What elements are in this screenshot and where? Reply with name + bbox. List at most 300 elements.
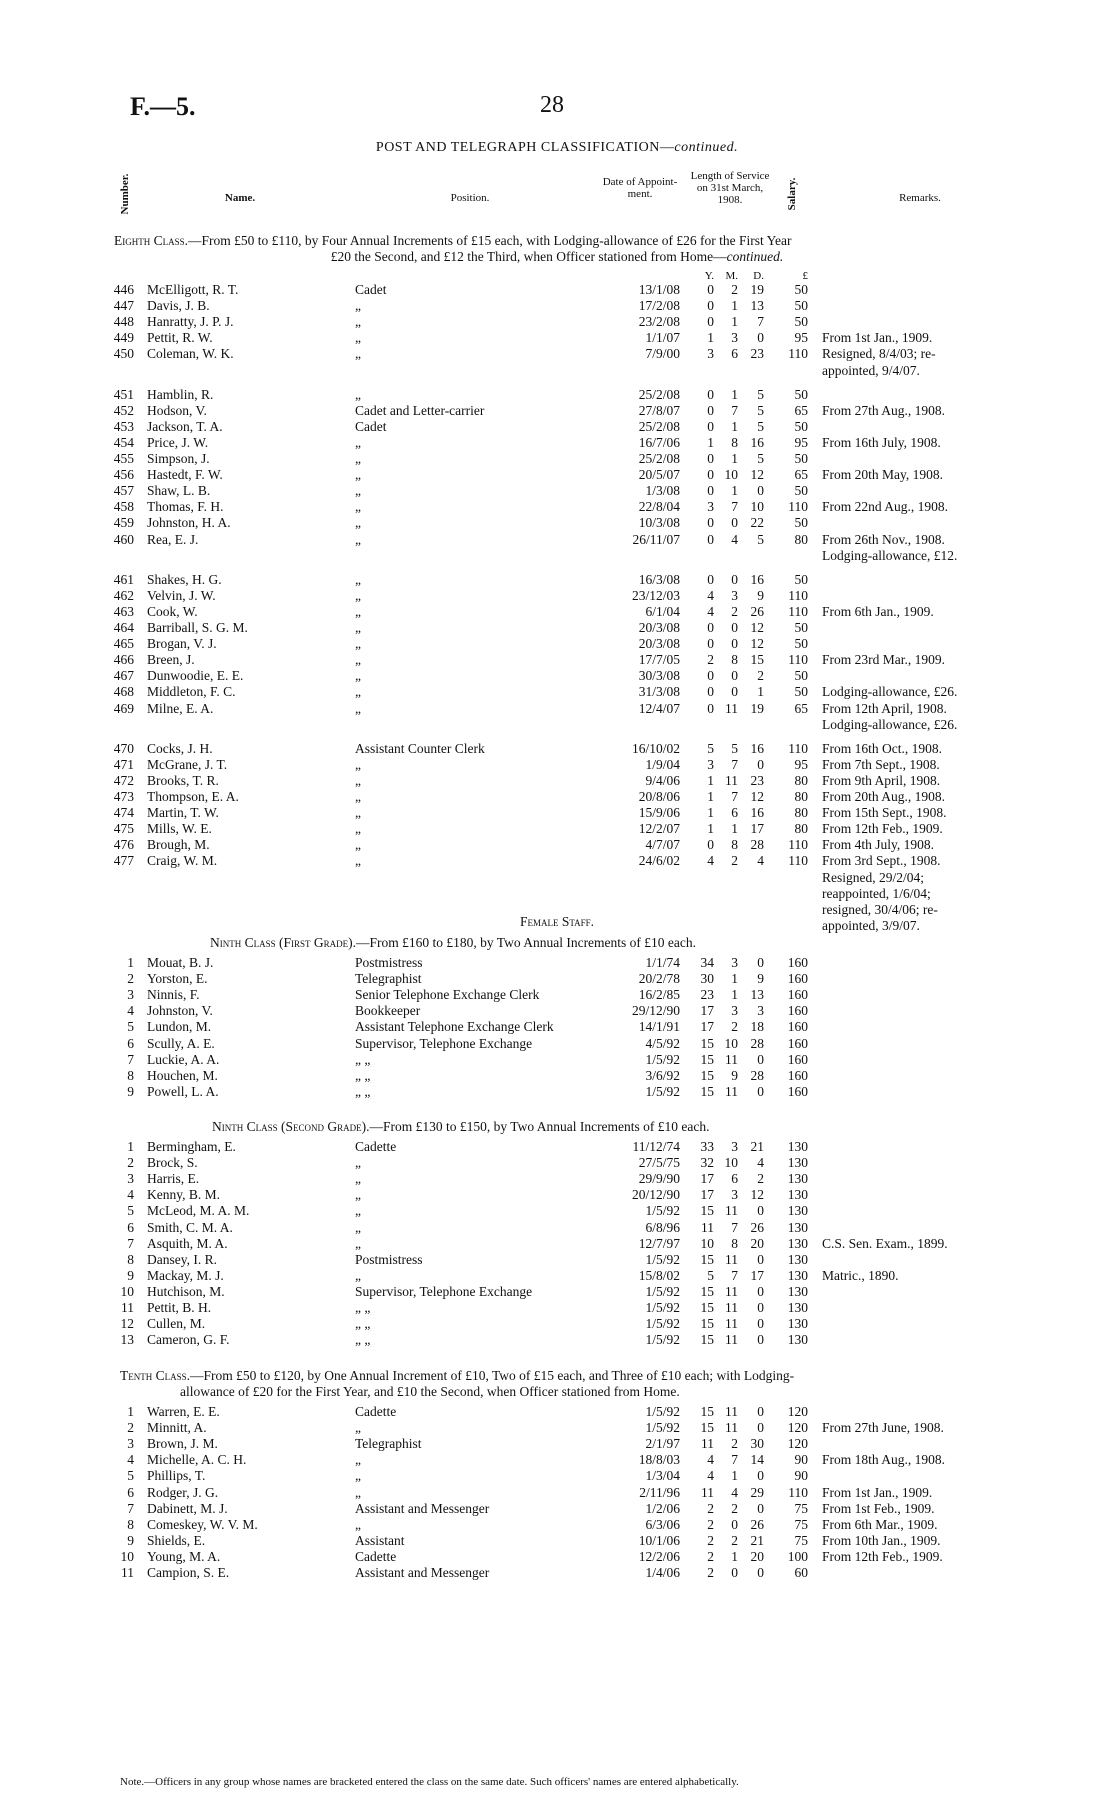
row-remarks: From 26th Nov., 1908. bbox=[822, 531, 945, 547]
row-position: „ bbox=[355, 571, 361, 587]
table-row bbox=[0, 1003, 1114, 1019]
row-months: 11 bbox=[725, 1316, 738, 1332]
row-position: „ bbox=[355, 330, 361, 346]
row-number: 470 bbox=[113, 740, 134, 756]
row-years: 15 bbox=[700, 1035, 714, 1051]
row-salary: 160 bbox=[787, 971, 808, 987]
row-months: 1 bbox=[731, 987, 738, 1003]
row-number: 6 bbox=[127, 1035, 134, 1051]
table-row bbox=[0, 588, 1114, 604]
row-salary: 160 bbox=[787, 955, 808, 970]
row-salary: 50 bbox=[794, 684, 808, 700]
row-number: 448 bbox=[113, 314, 134, 330]
row-years: 1 bbox=[707, 330, 714, 346]
row-remarks: reappointed, 1/6/04; bbox=[822, 885, 931, 901]
row-years: 11 bbox=[701, 1436, 714, 1452]
row-years: 0 bbox=[707, 636, 714, 652]
row-months: 0 bbox=[731, 684, 738, 700]
row-months: 1 bbox=[731, 314, 738, 330]
row-salary: 160 bbox=[787, 1003, 808, 1019]
row-years: 10 bbox=[700, 1235, 714, 1251]
row-date: 18/8/03 bbox=[638, 1452, 680, 1468]
row-months: 11 bbox=[725, 1203, 738, 1219]
table-row bbox=[0, 1565, 1114, 1581]
row-position: „ bbox=[355, 346, 361, 362]
table-row bbox=[0, 741, 1114, 757]
row-salary: 130 bbox=[787, 1155, 808, 1171]
row-date: 16/10/02 bbox=[631, 740, 680, 756]
row-salary: 75 bbox=[794, 1516, 808, 1532]
row-remarks: resigned, 30/4/06; re- bbox=[822, 901, 938, 917]
row-years: 4 bbox=[707, 1468, 714, 1484]
row-position: „ bbox=[355, 1203, 361, 1219]
currency-sign: £ bbox=[802, 270, 808, 282]
row-position: „ bbox=[355, 587, 361, 603]
row-years: 15 bbox=[700, 1404, 714, 1419]
row-months: 3 bbox=[731, 1139, 738, 1154]
row-months: 2 bbox=[731, 603, 738, 619]
table-row bbox=[0, 1300, 1114, 1316]
row-salary: 80 bbox=[794, 821, 808, 837]
row-name: Asquith, M. A. bbox=[147, 1235, 228, 1251]
row-number: 466 bbox=[113, 652, 134, 668]
row-date: 26/11/07 bbox=[632, 531, 680, 547]
row-name: Houchen, M. bbox=[147, 1067, 218, 1083]
row-date: 1/2/06 bbox=[645, 1500, 680, 1516]
row-years: 15 bbox=[700, 1203, 714, 1219]
row-years: 5 bbox=[707, 1267, 714, 1283]
row-years: 15 bbox=[700, 1283, 714, 1299]
row-salary: 50 bbox=[794, 483, 808, 499]
row-salary: 50 bbox=[794, 451, 808, 466]
row-number: 471 bbox=[113, 756, 134, 772]
row-number: 5 bbox=[127, 1019, 134, 1035]
row-months: 8 bbox=[731, 652, 738, 668]
row-position: „ bbox=[355, 298, 361, 314]
row-number: 474 bbox=[113, 805, 134, 821]
row-position: Assistant and Messenger bbox=[355, 1500, 490, 1516]
row-date: 1/5/92 bbox=[645, 1203, 680, 1219]
row-date: 1/5/92 bbox=[645, 1300, 680, 1315]
row-salary: 80 bbox=[794, 805, 808, 821]
row-days: 23 bbox=[750, 772, 764, 788]
row-salary: 50 bbox=[794, 620, 808, 635]
row-date: 23/12/03 bbox=[631, 587, 680, 603]
table-row bbox=[0, 701, 1114, 717]
row-number: 455 bbox=[113, 451, 134, 466]
row-date: 22/8/04 bbox=[638, 499, 680, 515]
row-number: 451 bbox=[113, 386, 134, 402]
row-name: Comeskey, W. V. M. bbox=[147, 1516, 258, 1532]
row-name: Rodger, J. G. bbox=[147, 1484, 219, 1500]
row-name: Thomas, F. H. bbox=[147, 499, 224, 515]
row-date: 10/3/08 bbox=[638, 515, 680, 531]
row-date: 1/5/92 bbox=[645, 1332, 680, 1348]
row-years: 4 bbox=[707, 587, 714, 603]
row-salary: 95 bbox=[794, 330, 808, 346]
row-months: 11 bbox=[725, 1083, 738, 1099]
row-salary: 80 bbox=[794, 531, 808, 547]
row-date: 2/1/97 bbox=[645, 1436, 680, 1452]
row-remarks: From 16th July, 1908. bbox=[822, 434, 941, 450]
row-number: 7 bbox=[127, 1235, 134, 1251]
row-date: 20/2/78 bbox=[638, 971, 680, 987]
row-days: 5 bbox=[757, 531, 764, 547]
row-days: 14 bbox=[750, 1452, 764, 1468]
row-months: 0 bbox=[731, 1565, 738, 1580]
row-years: 15 bbox=[700, 1332, 714, 1348]
table-row bbox=[0, 955, 1114, 971]
row-remarks: From 1st Feb., 1909. bbox=[822, 1500, 935, 1516]
row-position: Cadet and Letter-carrier bbox=[355, 402, 485, 418]
row-name: Price, J. W. bbox=[147, 434, 209, 450]
row-remarks: Resigned, 29/2/04; bbox=[822, 869, 924, 885]
row-name: McLeod, M. A. M. bbox=[147, 1203, 250, 1219]
row-years: 17 bbox=[700, 1171, 714, 1187]
row-months: 7 bbox=[731, 1452, 738, 1468]
table-row bbox=[0, 403, 1114, 419]
column-headers bbox=[0, 168, 1114, 228]
row-months: 7 bbox=[731, 402, 738, 418]
table-row bbox=[0, 1052, 1114, 1068]
table-row bbox=[0, 668, 1114, 684]
row-position: „ „ bbox=[355, 1051, 371, 1067]
row-months: 11 bbox=[725, 700, 738, 716]
row-date: 4/5/92 bbox=[645, 1035, 680, 1051]
row-days: 0 bbox=[757, 1083, 764, 1099]
row-months: 8 bbox=[731, 1235, 738, 1251]
row-remarks: appointed, 3/9/07. bbox=[822, 917, 920, 933]
row-salary: 130 bbox=[787, 1316, 808, 1332]
row-number: 453 bbox=[113, 418, 134, 434]
col-date: Date of Appoint-ment. bbox=[602, 176, 678, 200]
row-position: „ bbox=[355, 1171, 361, 1187]
table-row bbox=[0, 282, 1114, 298]
row-date: 1/5/92 bbox=[645, 1083, 680, 1099]
row-remarks: From 6th Jan., 1909. bbox=[822, 603, 934, 619]
row-salary: 130 bbox=[787, 1235, 808, 1251]
row-date: 3/6/92 bbox=[645, 1067, 680, 1083]
row-days: 10 bbox=[750, 499, 764, 515]
row-remarks: appointed, 9/4/07. bbox=[822, 362, 920, 378]
row-salary: 130 bbox=[787, 1332, 808, 1348]
row-date: 20/3/08 bbox=[638, 636, 680, 652]
row-date: 1/5/92 bbox=[645, 1251, 680, 1267]
row-years: 1 bbox=[707, 789, 714, 804]
row-date: 1/5/92 bbox=[645, 1051, 680, 1067]
row-date: 13/1/08 bbox=[638, 282, 680, 297]
table-row bbox=[0, 717, 1114, 733]
table-row bbox=[0, 636, 1114, 652]
row-days: 5 bbox=[757, 418, 764, 434]
row-date: 12/2/06 bbox=[638, 1548, 680, 1564]
row-date: 30/3/08 bbox=[638, 668, 680, 684]
row-position: „ „ bbox=[355, 1067, 371, 1083]
row-months: 6 bbox=[731, 1171, 738, 1187]
row-date: 25/2/08 bbox=[638, 418, 680, 434]
row-number: 475 bbox=[113, 821, 134, 837]
row-remarks: From 16th Oct., 1908. bbox=[822, 740, 942, 756]
table-row bbox=[0, 1236, 1114, 1252]
row-remarks: From 3rd Sept., 1908. bbox=[822, 853, 941, 869]
row-months: 1 bbox=[731, 1548, 738, 1564]
row-months: 4 bbox=[731, 1484, 738, 1500]
row-name: Mills, W. E. bbox=[147, 821, 212, 837]
row-number: 11 bbox=[121, 1565, 134, 1580]
row-position: „ bbox=[355, 789, 361, 804]
row-days: 28 bbox=[750, 837, 764, 853]
row-months: 11 bbox=[725, 1283, 738, 1299]
row-years: 0 bbox=[707, 531, 714, 547]
row-salary: 100 bbox=[787, 1548, 808, 1564]
row-position: „ bbox=[355, 1267, 361, 1283]
row-salary: 50 bbox=[794, 515, 808, 531]
row-days: 0 bbox=[757, 756, 764, 772]
row-name: Johnston, V. bbox=[147, 1003, 213, 1019]
row-number: 477 bbox=[113, 853, 134, 869]
row-position: „ bbox=[355, 451, 361, 466]
row-date: 12/7/97 bbox=[638, 1235, 680, 1251]
row-name: McGrane, J. T. bbox=[147, 756, 228, 772]
row-salary: 50 bbox=[794, 298, 808, 314]
row-days: 21 bbox=[750, 1532, 764, 1548]
row-date: 1/1/07 bbox=[645, 330, 680, 346]
row-days: 5 bbox=[757, 451, 764, 466]
row-months: 7 bbox=[731, 1219, 738, 1235]
ymd-days: D. bbox=[753, 270, 764, 282]
row-salary: 65 bbox=[794, 467, 808, 483]
row-salary: 130 bbox=[787, 1171, 808, 1187]
row-years: 1 bbox=[707, 772, 714, 788]
row-years: 0 bbox=[707, 837, 714, 853]
row-years: 15 bbox=[700, 1251, 714, 1267]
row-days: 17 bbox=[750, 1267, 764, 1283]
table-row bbox=[0, 1485, 1114, 1501]
row-number: 10 bbox=[120, 1548, 134, 1564]
row-date: 1/5/92 bbox=[645, 1404, 680, 1419]
row-name: Brogan, V. J. bbox=[147, 636, 217, 652]
table-row bbox=[0, 1187, 1114, 1203]
row-date: 6/1/04 bbox=[645, 603, 680, 619]
row-days: 16 bbox=[750, 740, 764, 756]
col-name: Name. bbox=[224, 192, 256, 204]
row-name: Craig, W. M. bbox=[147, 853, 218, 869]
row-date: 6/8/96 bbox=[645, 1219, 680, 1235]
row-date: 17/7/05 bbox=[638, 652, 680, 668]
row-remarks: From 6th Mar., 1909. bbox=[822, 1516, 938, 1532]
row-remarks: From 9th April, 1908. bbox=[822, 772, 941, 788]
table-row bbox=[0, 1284, 1114, 1300]
row-date: 1/3/08 bbox=[645, 483, 680, 499]
row-months: 2 bbox=[731, 282, 738, 297]
row-number: 456 bbox=[113, 467, 134, 483]
row-date: 20/8/06 bbox=[638, 789, 680, 804]
row-remarks: Lodging-allowance, £26. bbox=[822, 684, 958, 700]
table-row bbox=[0, 298, 1114, 314]
row-name: Martin, T. W. bbox=[147, 805, 219, 821]
row-number: 1 bbox=[127, 1139, 134, 1154]
row-position: „ bbox=[355, 684, 361, 700]
table-row bbox=[0, 604, 1114, 620]
row-number: 9 bbox=[127, 1267, 134, 1283]
table-row bbox=[0, 1436, 1114, 1452]
row-date: 29/12/90 bbox=[631, 1003, 680, 1019]
row-days: 9 bbox=[757, 971, 764, 987]
ymd-years: Y. bbox=[704, 270, 714, 282]
table-row bbox=[0, 757, 1114, 773]
row-months: 1 bbox=[731, 298, 738, 314]
row-number: 469 bbox=[113, 700, 134, 716]
row-years: 1 bbox=[707, 821, 714, 837]
row-remarks: From 20th Aug., 1908. bbox=[822, 789, 946, 804]
row-name: Milne, E. A. bbox=[147, 700, 214, 716]
row-name: Michelle, A. C. H. bbox=[147, 1452, 247, 1468]
row-date: 1/4/06 bbox=[645, 1565, 680, 1580]
row-days: 23 bbox=[750, 346, 764, 362]
row-days: 0 bbox=[757, 955, 764, 970]
row-years: 15 bbox=[700, 1316, 714, 1332]
table-row bbox=[0, 773, 1114, 789]
row-name: Kenny, B. M. bbox=[147, 1187, 220, 1203]
row-date: 12/4/07 bbox=[638, 700, 680, 716]
row-salary: 130 bbox=[787, 1267, 808, 1283]
table-row bbox=[0, 435, 1114, 451]
row-months: 7 bbox=[731, 1267, 738, 1283]
table-row bbox=[0, 1139, 1114, 1155]
row-number: 5 bbox=[127, 1203, 134, 1219]
row-years: 34 bbox=[700, 955, 714, 970]
row-salary: 160 bbox=[787, 1051, 808, 1067]
row-name: Cameron, G. F. bbox=[147, 1332, 230, 1348]
row-position: Cadet bbox=[355, 418, 387, 434]
row-date: 29/9/90 bbox=[638, 1171, 680, 1187]
row-days: 26 bbox=[750, 1219, 764, 1235]
table-row bbox=[0, 532, 1114, 548]
row-name: Breen, J. bbox=[147, 652, 195, 668]
row-number: 2 bbox=[127, 1155, 134, 1171]
row-months: 3 bbox=[731, 1187, 738, 1203]
row-number: 476 bbox=[113, 837, 134, 853]
row-months: 10 bbox=[724, 1155, 738, 1171]
table-row bbox=[0, 1203, 1114, 1219]
row-number: 8 bbox=[127, 1251, 134, 1267]
row-days: 20 bbox=[750, 1548, 764, 1564]
table-row bbox=[0, 821, 1114, 837]
table-row bbox=[0, 419, 1114, 435]
row-position: „ bbox=[355, 603, 361, 619]
row-date: 16/2/85 bbox=[638, 987, 680, 1003]
row-salary: 50 bbox=[794, 668, 808, 684]
eighth-class-heading: Eighth Class.—From £50 to £110, by Four Annual Increments of £15 each, with Lodging-allowance of £26 for the First Year bbox=[114, 233, 792, 248]
row-position: Assistant Counter Clerk bbox=[355, 740, 485, 756]
row-number: 10 bbox=[120, 1283, 134, 1299]
row-position: „ bbox=[355, 1468, 361, 1484]
row-days: 0 bbox=[757, 1283, 764, 1299]
row-date: 4/7/07 bbox=[645, 837, 680, 853]
row-years: 3 bbox=[707, 756, 714, 772]
row-months: 0 bbox=[731, 571, 738, 587]
row-salary: 130 bbox=[787, 1219, 808, 1235]
table-row bbox=[0, 971, 1114, 987]
row-date: 25/2/08 bbox=[638, 451, 680, 466]
row-salary: 130 bbox=[787, 1139, 808, 1154]
row-remarks: From 23rd Mar., 1909. bbox=[822, 652, 945, 668]
row-years: 17 bbox=[700, 1003, 714, 1019]
row-salary: 95 bbox=[794, 756, 808, 772]
row-days: 0 bbox=[757, 1051, 764, 1067]
row-position: „ „ bbox=[355, 1083, 371, 1099]
row-days: 22 bbox=[750, 515, 764, 531]
row-date: 31/3/08 bbox=[638, 684, 680, 700]
row-months: 11 bbox=[725, 1300, 738, 1315]
row-months: 7 bbox=[731, 499, 738, 515]
row-salary: 80 bbox=[794, 789, 808, 804]
table-row bbox=[0, 837, 1114, 853]
row-days: 0 bbox=[757, 1500, 764, 1516]
row-position: „ bbox=[355, 1219, 361, 1235]
row-date: 1/3/04 bbox=[645, 1468, 680, 1484]
row-number: 3 bbox=[127, 1171, 134, 1187]
row-salary: 130 bbox=[787, 1251, 808, 1267]
row-months: 3 bbox=[731, 1003, 738, 1019]
row-number: 465 bbox=[113, 636, 134, 652]
table-row bbox=[0, 572, 1114, 588]
row-months: 3 bbox=[731, 955, 738, 970]
row-number: 9 bbox=[127, 1532, 134, 1548]
row-salary: 75 bbox=[794, 1532, 808, 1548]
row-years: 2 bbox=[707, 1500, 714, 1516]
row-name: Dabinett, M. J. bbox=[147, 1500, 228, 1516]
row-years: 2 bbox=[707, 652, 714, 668]
tenth-class-heading: Tenth Class.—From £50 to £120, by One Annual Increment of £10, Two of £15 each, and Three of £10 each; with Lodging- bbox=[120, 1368, 795, 1383]
table-row bbox=[0, 1332, 1114, 1348]
row-months: 1 bbox=[731, 418, 738, 434]
row-number: 4 bbox=[127, 1003, 134, 1019]
row-number: 2 bbox=[127, 971, 134, 987]
table-row bbox=[0, 346, 1114, 362]
row-salary: 130 bbox=[787, 1187, 808, 1203]
row-days: 0 bbox=[757, 1420, 764, 1436]
row-number: 11 bbox=[121, 1300, 134, 1315]
row-salary: 50 bbox=[794, 314, 808, 330]
row-name: Shaw, L. B. bbox=[147, 483, 211, 499]
row-years: 0 bbox=[707, 386, 714, 402]
row-remarks: Lodging-allowance, £26. bbox=[822, 716, 958, 732]
row-salary: 130 bbox=[787, 1300, 808, 1315]
row-name: Lundon, M. bbox=[147, 1019, 212, 1035]
row-days: 2 bbox=[757, 1171, 764, 1187]
row-salary: 110 bbox=[788, 603, 808, 619]
row-name: Yorston, E. bbox=[147, 971, 208, 987]
row-months: 0 bbox=[731, 636, 738, 652]
row-name: Phillips, T. bbox=[147, 1468, 206, 1484]
row-months: 8 bbox=[731, 434, 738, 450]
row-name: Campion, S. E. bbox=[147, 1565, 230, 1580]
row-salary: 110 bbox=[788, 1484, 808, 1500]
row-days: 0 bbox=[757, 1332, 764, 1348]
row-date: 16/7/06 bbox=[638, 434, 680, 450]
row-number: 5 bbox=[127, 1468, 134, 1484]
row-number: 6 bbox=[127, 1484, 134, 1500]
row-name: Simpson, J. bbox=[147, 451, 210, 466]
row-number: 454 bbox=[113, 434, 134, 450]
table-row bbox=[0, 387, 1114, 403]
row-position: „ bbox=[355, 1516, 361, 1532]
row-days: 7 bbox=[757, 314, 764, 330]
row-days: 5 bbox=[757, 402, 764, 418]
row-years: 3 bbox=[707, 346, 714, 362]
table-row bbox=[0, 451, 1114, 467]
